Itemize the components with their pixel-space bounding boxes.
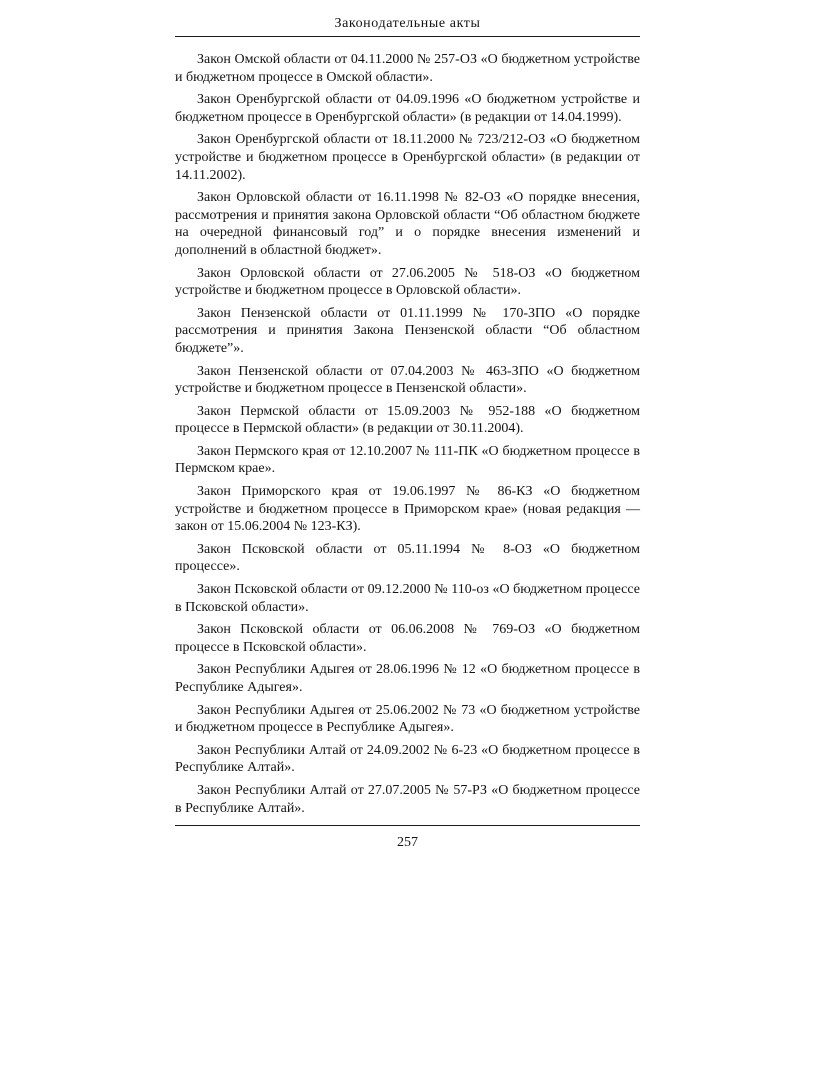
page-number: 257 <box>397 835 418 851</box>
law-entry: Закон Пензенской области от 01.11.1999 № 170-ЗПО «О порядке рассмотрения и принятия Закона Пензенской области “Об областном бюджете”». <box>175 305 640 356</box>
law-entry: Закон Омской области от 04.11.2000 № 257-ОЗ «О бюджетном устройстве и бюджетном процессе в Омской области». <box>175 52 640 85</box>
law-entry: Закон Пермской области от 15.09.2003 № 952-188 «О бюджетном процессе в Пермской области» (в редакции от 30.11.2004). <box>175 403 640 437</box>
header-rule <box>175 36 640 37</box>
law-entry: Закон Псковской области от 09.12.2000 № 110-оз «О бюджетном процессе в Псковской области». <box>175 582 640 615</box>
law-entry: Закон Оренбургской области от 04.09.1996 «О бюджетном устройстве и бюджетном процессе в Оренбургской области» (в редакции от 14.04.1999). <box>175 92 640 125</box>
law-entry: Закон Псковской области от 05.11.1994 № 8-ОЗ «О бюджетном процессе». <box>175 541 640 575</box>
law-list <box>175 51 640 817</box>
document-page <box>175 14 640 852</box>
law-entry: Закон Псковской области от 06.06.2008 № 769-ОЗ «О бюджетном процессе в Псковской области». <box>175 622 640 655</box>
law-entry: Закон Республики Адыгея от 25.06.2002 № 73 «О бюджетном устройстве и бюджетном процессе в Республике Адыгея». <box>175 702 640 736</box>
law-entry: Закон Пермского края от 12.10.2007 № 111-ПК «О бюджетном процессе в Пермском крае». <box>175 443 640 477</box>
law-entry: Закон Республики Алтай от 24.09.2002 № 6-23 «О бюджетном процессе в Республике Алтай». <box>175 742 640 776</box>
law-entry: Закон Республики Адыгея от 28.06.1996 № 12 «О бюджетном процессе в Республике Адыгея». <box>175 662 640 695</box>
law-entry: Закон Орловской области от 27.06.2005 № 518-ОЗ «О бюджетном устройстве и бюджетном процессе в Орловской области». <box>175 265 640 299</box>
running-header: Законодательные акты <box>334 16 481 31</box>
law-entry: Закон Орловской области от 16.11.1998 № 82-ОЗ «О порядке внесения, рассмотрения и принятия закона Орловской области “Об областном бюджете на очередной финансовый год” и о порядке внесения изменений и дополнений в областной бюджет». <box>175 190 640 258</box>
law-entry: Закон Республики Алтай от 27.07.2005 № 57-РЗ «О бюджетном процессе в Республике Алтай». <box>175 782 640 816</box>
footer-rule <box>175 825 640 826</box>
law-entry: Закон Приморского края от 19.06.1997 № 86-КЗ «О бюджетном устройстве и бюджетном процессе в Приморском крае» (новая редакция — закон от 15.06.2004 № 123-КЗ). <box>175 484 640 535</box>
law-entry: Закон Оренбургской области от 18.11.2000 № 723/212-ОЗ «О бюджетном устройстве и бюджетном процессе в Оренбургской области» (в редакции от 14.11.2002). <box>175 132 640 183</box>
law-entry: Закон Пензенской области от 07.04.2003 № 463-ЗПО «О бюджетном устройстве и бюджетном процессе в Пензенской области». <box>175 363 640 397</box>
